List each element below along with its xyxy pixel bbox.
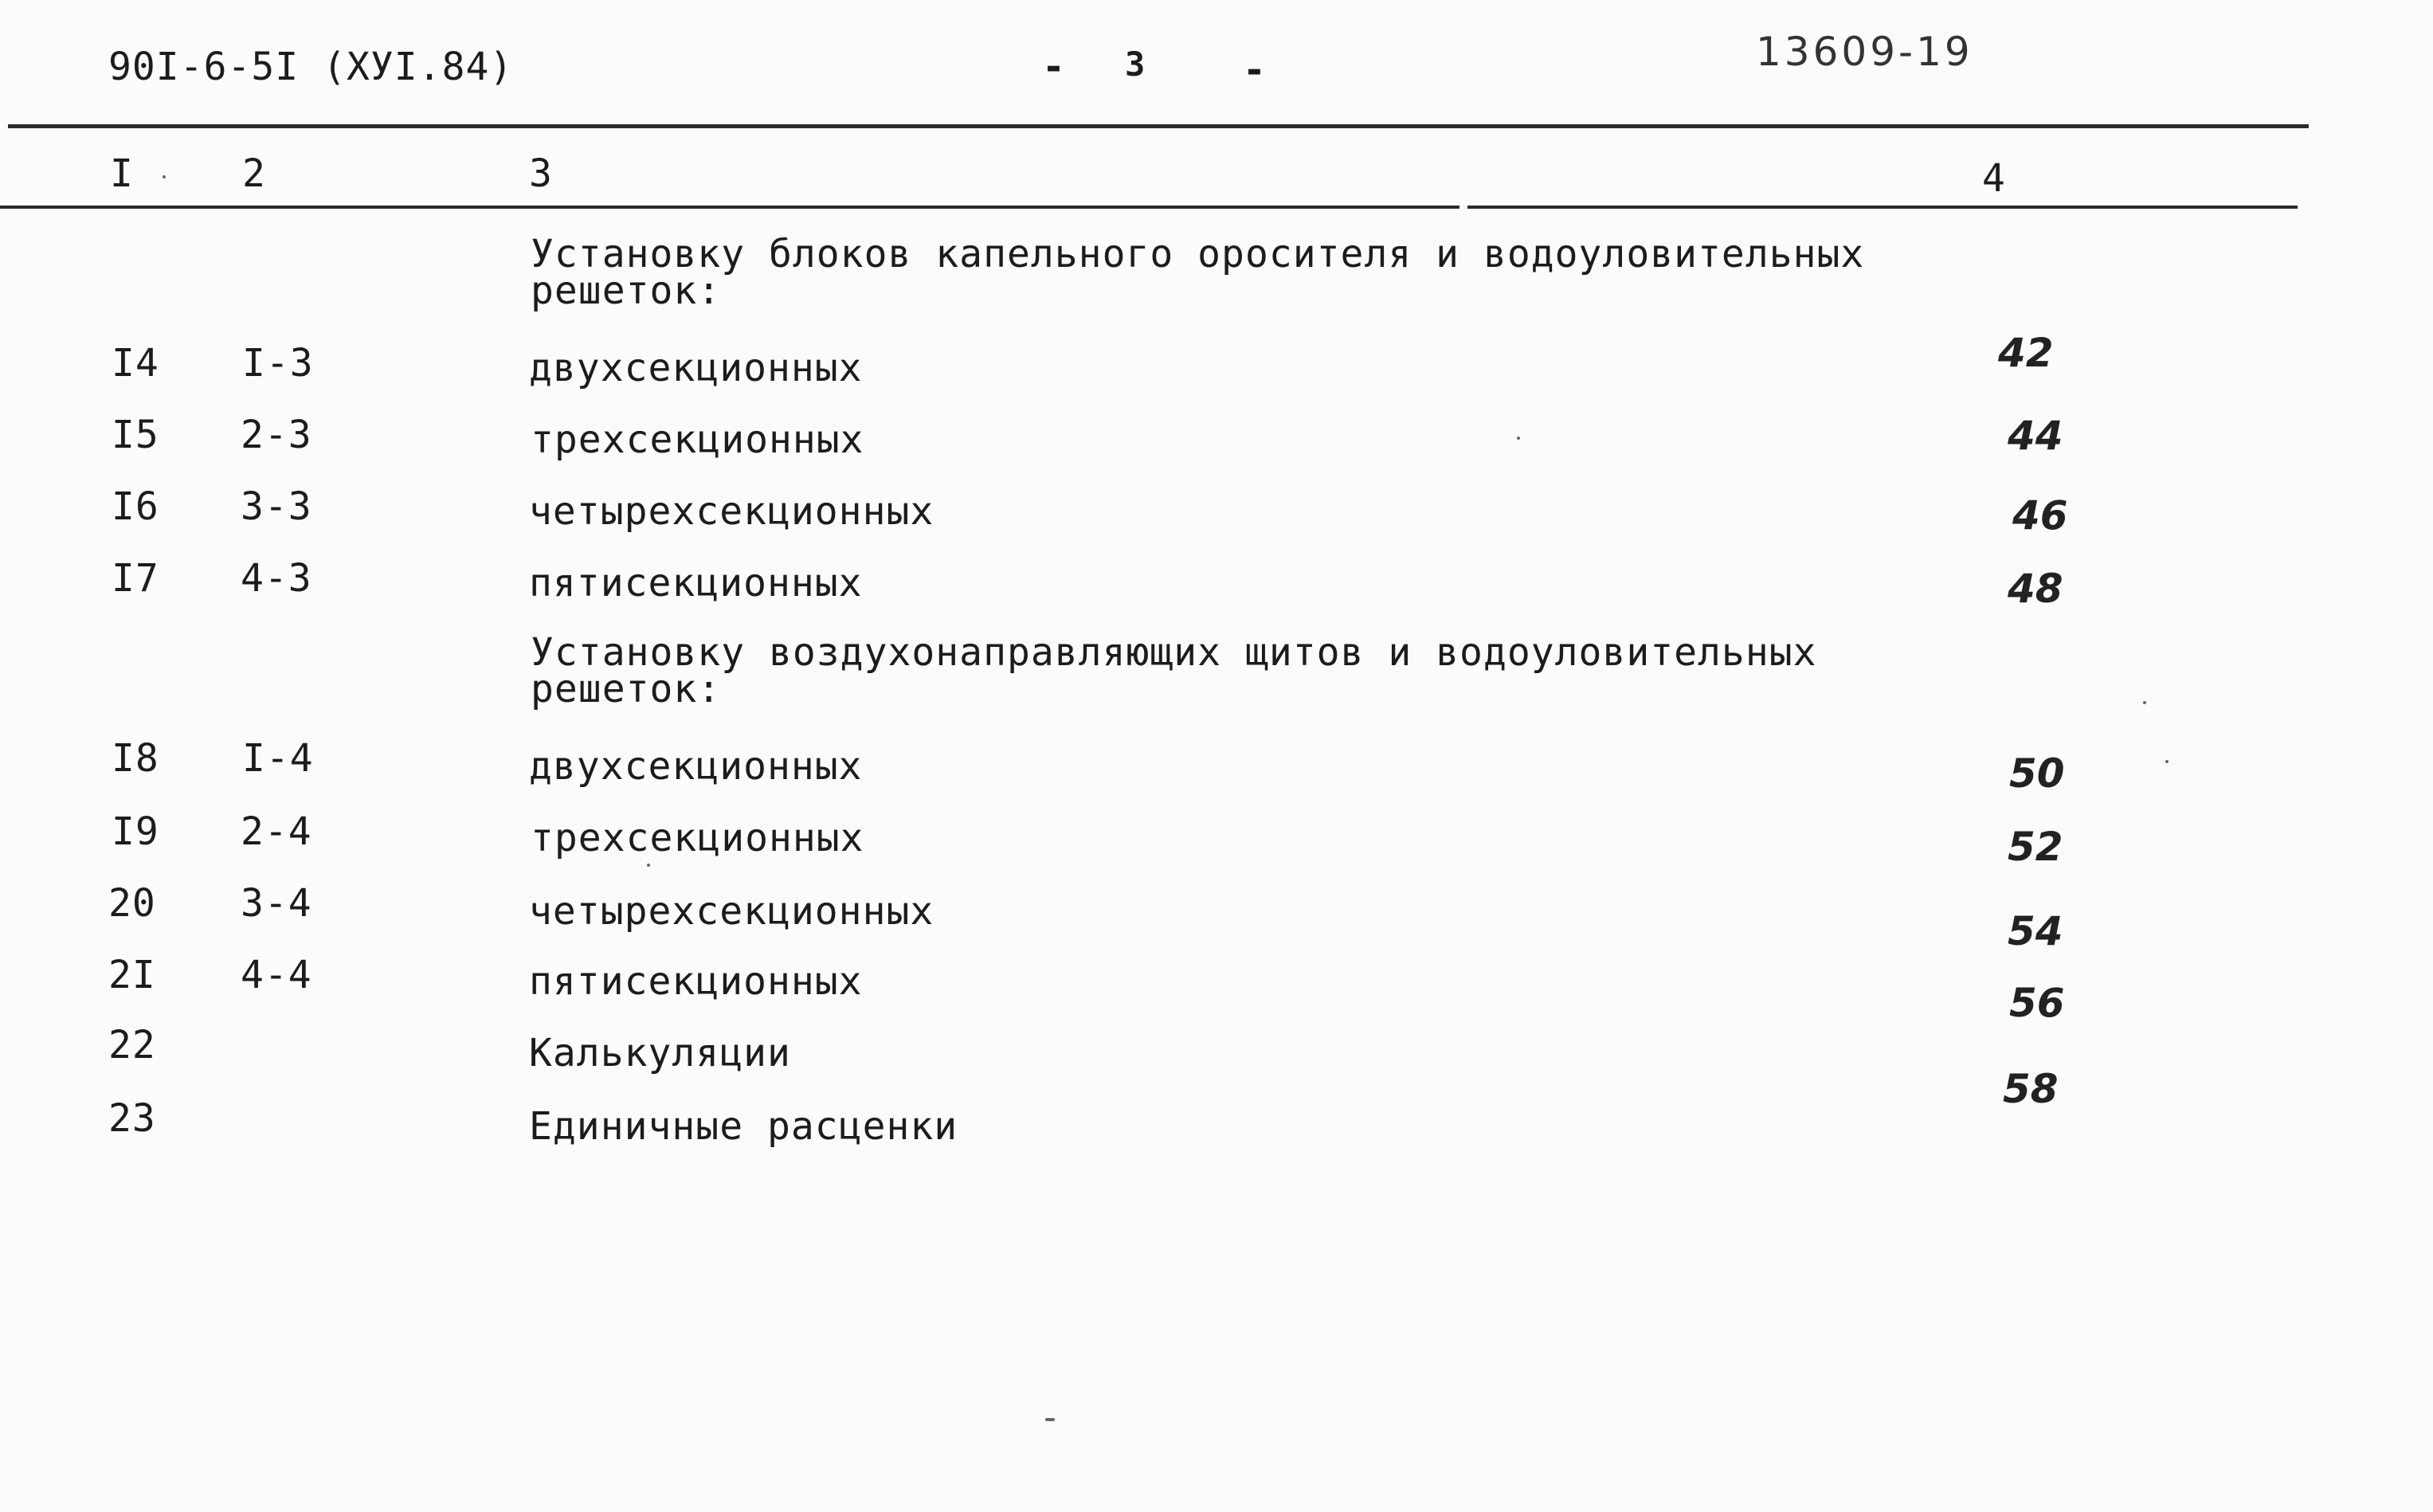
row-page: 54: [2008, 908, 2063, 954]
row-name: трехсекционных: [531, 417, 864, 462]
row-page: 58: [2003, 1066, 2059, 1112]
page-marker-left: -: [1042, 45, 1066, 89]
row-page: 50: [2009, 750, 2065, 797]
row-number: I4: [112, 341, 159, 386]
row-number: I9: [112, 809, 159, 854]
row-name: пятисекционных: [529, 561, 863, 605]
row-page: 42: [1998, 330, 2054, 376]
row-number: 23: [108, 1096, 156, 1141]
row-page: 46: [2012, 492, 2068, 539]
inventory-number: 13609-19: [1756, 29, 1973, 75]
page-marker-right: -: [1243, 48, 1267, 92]
row-page: 56: [2009, 980, 2065, 1026]
row-number: 22: [108, 1023, 156, 1067]
row-name: четырехсекционных: [529, 889, 934, 934]
row-code: 3-4: [241, 881, 312, 926]
section1-heading-line2: решеток:: [531, 268, 722, 313]
column-header-rule-right: [1467, 206, 2298, 209]
page-number: 3: [1125, 45, 1146, 84]
row-name: Единичные расценки: [529, 1104, 958, 1149]
section2-heading-line1: Установку воздухонаправляющих щитов и водоуловительных: [531, 630, 1817, 675]
row-code: 4-4: [241, 953, 312, 997]
row-page: 44: [2008, 413, 2063, 459]
column-header-2: 2: [242, 151, 266, 196]
section1-heading-line1: Установку блоков капельного оросителя и водоуловительных: [531, 232, 1865, 276]
scan-speck: [2143, 701, 2146, 704]
row-number: I8: [112, 736, 159, 781]
row-name: четырехсекционных: [529, 489, 934, 534]
row-name: двухсекционных: [529, 346, 863, 390]
row-number: I6: [112, 484, 159, 529]
column-header-3: 3: [529, 151, 553, 196]
row-code: I-4: [242, 736, 314, 781]
scan-speck: [647, 864, 650, 867]
column-header-1: I: [110, 151, 134, 196]
section2-heading-line2: решеток:: [531, 667, 722, 711]
scan-speck: [2165, 760, 2169, 763]
row-code: 4-3: [241, 556, 312, 601]
row-name: пятисекционных: [529, 959, 863, 1004]
row-number: 2I: [108, 953, 156, 997]
row-number: I7: [112, 556, 159, 601]
scan-speck: [1517, 437, 1520, 440]
row-page: 52: [2008, 824, 2063, 870]
row-code: 2-3: [241, 413, 312, 457]
row-code: I-3: [242, 341, 314, 386]
row-code: 2-4: [241, 809, 312, 854]
column-header-rule-left: [0, 206, 1459, 209]
row-name: трехсекционных: [531, 816, 864, 860]
header-rule: [8, 124, 2309, 128]
row-page: 48: [2008, 566, 2063, 612]
row-number: 20: [108, 881, 156, 926]
row-name: Калькуляции: [529, 1031, 791, 1075]
row-code: 3-3: [241, 484, 312, 529]
column-header-4: 4: [1982, 156, 2006, 201]
row-number: I5: [112, 413, 159, 457]
row-name: двухсекционных: [529, 744, 863, 789]
document-designation: 90I-6-5I (XУI.84): [108, 45, 514, 89]
scan-speck: [1045, 1418, 1055, 1421]
scan-speck: [163, 175, 166, 178]
